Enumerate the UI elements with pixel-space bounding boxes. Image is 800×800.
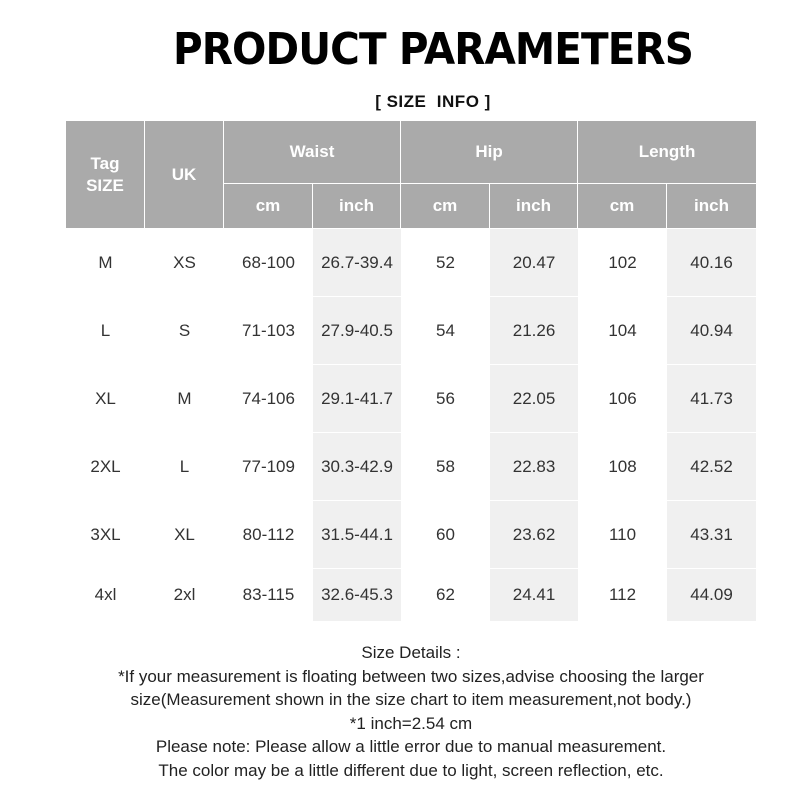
cell-length-cm: 108 (578, 433, 667, 501)
notes-heading: Size Details : (361, 643, 461, 662)
cell-tag-size: 2XL (66, 433, 145, 501)
cell-uk: XS (145, 229, 224, 297)
cell-waist-cm: 74-106 (224, 365, 313, 433)
table-row (66, 297, 756, 365)
notes-line: size(Measurement shown in the size chart to item measurement,not body.) (130, 690, 692, 710)
header-hip: Hip (401, 121, 578, 184)
cell-hip-inch: 20.47 (490, 229, 578, 297)
cell-tag-size: 3XL (66, 501, 145, 569)
notes-line: Please note: Please allow a little error due to manual measurement. (155, 737, 667, 757)
cell-hip-inch: 23.62 (490, 501, 578, 569)
cell-waist-inch: 29.1-41.7 (313, 365, 401, 433)
table-row (66, 501, 756, 569)
cell-length-cm: 106 (578, 365, 667, 433)
cell-waist-cm: 80-112 (224, 501, 313, 569)
subheader-hip-cm: cm (401, 184, 490, 229)
cell-hip-cm: 54 (401, 297, 490, 365)
cell-hip-inch: 22.83 (490, 433, 578, 501)
cell-waist-inch: 30.3-42.9 (313, 433, 401, 501)
header-tag-size (66, 121, 145, 229)
cell-hip-inch: 22.05 (490, 365, 578, 433)
cell-uk: S (145, 297, 224, 365)
cell-tag-size: M (66, 229, 145, 297)
cell-length-inch: 42.52 (667, 433, 756, 501)
cell-length-inch: 40.16 (667, 229, 756, 297)
cell-length-inch: 44.09 (667, 569, 756, 622)
subheader-hip-inch: inch (490, 184, 578, 229)
notes-line: *1 inch=2.54 cm (349, 713, 473, 733)
cell-tag-size: 4xl (66, 569, 145, 622)
header-tag-size-label: Tag SIZE (86, 153, 124, 195)
notes-line: The color may be a little different due to light, screen reflection, etc. (158, 760, 664, 780)
cell-uk: M (145, 365, 224, 433)
subheader-waist-cm: cm (224, 184, 313, 229)
cell-tag-size: L (66, 297, 145, 365)
size-notes (66, 641, 756, 783)
cell-waist-inch: 31.5-44.1 (313, 501, 401, 569)
cell-tag-size: XL (66, 365, 145, 433)
size-table (66, 121, 756, 622)
cell-length-inch: 41.73 (667, 365, 756, 433)
cell-uk: 2xl (145, 569, 224, 622)
table-row (66, 433, 756, 501)
cell-length-cm: 104 (578, 297, 667, 365)
cell-hip-inch: 24.41 (490, 569, 578, 622)
cell-length-cm: 112 (578, 569, 667, 622)
cell-hip-inch: 21.26 (490, 297, 578, 365)
cell-hip-cm: 52 (401, 229, 490, 297)
subheader-waist-inch: inch (313, 184, 401, 229)
cell-hip-cm: 58 (401, 433, 490, 501)
cell-waist-inch: 27.9-40.5 (313, 297, 401, 365)
header-waist: Waist (224, 121, 401, 184)
cell-length-cm: 110 (578, 501, 667, 569)
cell-waist-cm: 77-109 (224, 433, 313, 501)
table-row (66, 229, 756, 297)
subheader-length-inch: inch (667, 184, 756, 229)
header-uk: UK (145, 121, 224, 229)
table-row (66, 365, 756, 433)
subheader-length-cm: cm (578, 184, 667, 229)
cell-uk: XL (145, 501, 224, 569)
page-title: PRODUCT PARAMETERS (173, 24, 693, 75)
cell-hip-cm: 56 (401, 365, 490, 433)
table-header-row (66, 121, 756, 184)
cell-length-cm: 102 (578, 229, 667, 297)
cell-waist-cm: 71-103 (224, 297, 313, 365)
cell-uk: L (145, 433, 224, 501)
cell-hip-cm: 60 (401, 501, 490, 569)
cell-length-inch: 40.94 (667, 297, 756, 365)
header-length: Length (578, 121, 756, 184)
cell-waist-inch: 32.6-45.3 (313, 569, 401, 622)
table-row (66, 569, 756, 622)
cell-length-inch: 43.31 (667, 501, 756, 569)
notes-line: *If your measurement is floating between two sizes,advise choosing the larger (118, 666, 704, 686)
cell-waist-cm: 83-115 (224, 569, 313, 622)
cell-hip-cm: 62 (401, 569, 490, 622)
cell-waist-inch: 26.7-39.4 (313, 229, 401, 297)
cell-waist-cm: 68-100 (224, 229, 313, 297)
section-label: [ SIZE INFO ] (375, 92, 491, 111)
